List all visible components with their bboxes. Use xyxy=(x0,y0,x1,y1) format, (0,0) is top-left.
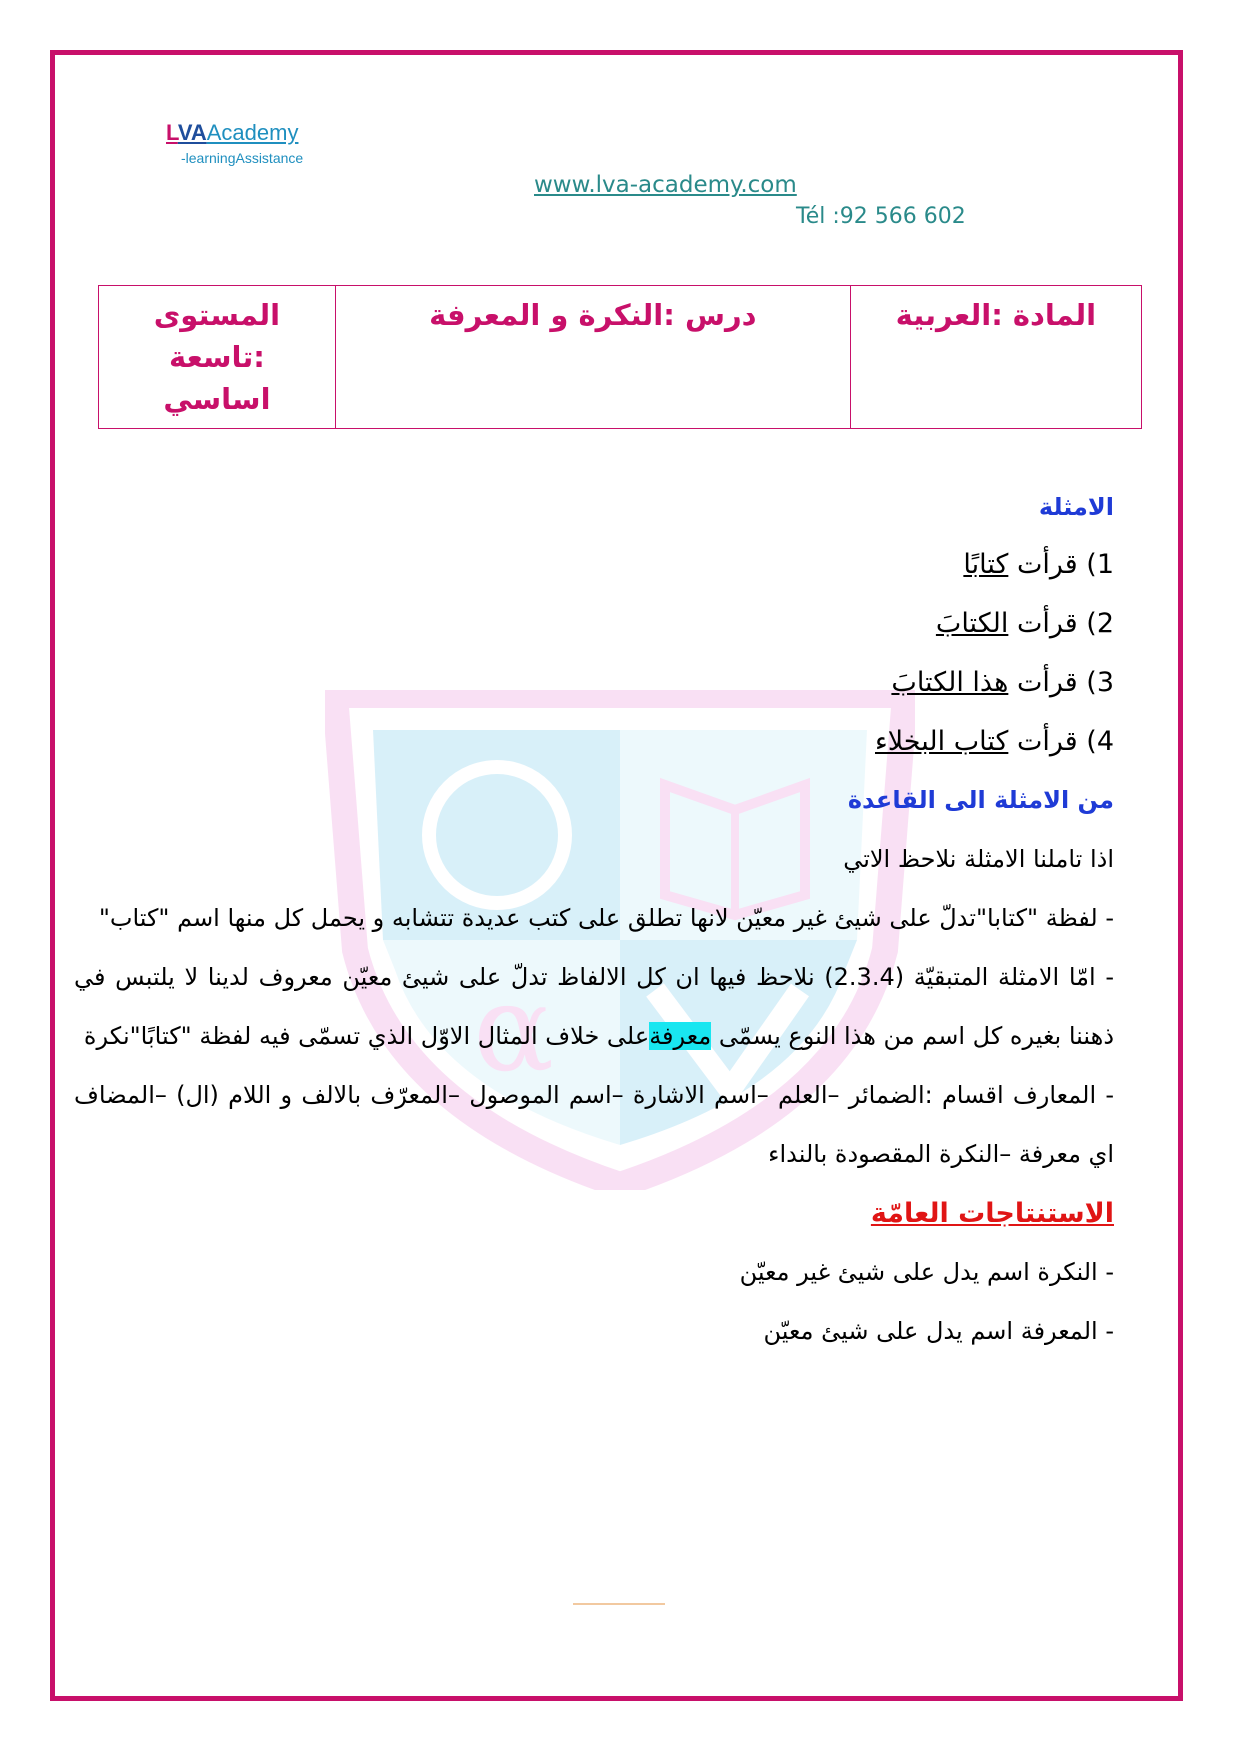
example-item xyxy=(74,653,1114,712)
svg-text:α: α xyxy=(473,960,555,1099)
example-verb: قرأت xyxy=(1016,608,1078,639)
rule-paragraph-2-end: على خلاف المثال الاوّل الذي تسمّى فيه لفظة "كتابًا"نكرة xyxy=(83,1022,650,1050)
example-number: 2) xyxy=(1086,608,1114,639)
example-item xyxy=(74,535,1114,594)
conclusion-item: - المعرفة اسم يدل على شيئ معيّن xyxy=(763,1317,1114,1345)
brand-academy: Academy xyxy=(206,120,299,145)
rule-heading: من الامثلة الى القاعدة xyxy=(847,786,1114,814)
academy-logo xyxy=(166,120,303,166)
example-object: الكتابَ xyxy=(935,608,1009,639)
example-object: كتاب البخلاء xyxy=(875,726,1009,757)
lesson-cell: درس :النكرة و المعرفة xyxy=(335,286,850,429)
example-item xyxy=(74,712,1114,771)
example-verb: قرأت xyxy=(1016,549,1078,580)
brand-va: VA xyxy=(177,120,207,145)
example-item xyxy=(74,594,1114,653)
example-object: كتابًا xyxy=(963,549,1009,580)
example-number: 1) xyxy=(1086,549,1114,580)
brand-l: L xyxy=(166,120,178,145)
rule-paragraph-2 xyxy=(74,948,1114,1066)
rule-paragraph-1: - لفظة "كتابا"تدلّ على شيئ غير معيّن لانها تطلق على كتب عديدة تتشابه و يحمل كل منها اسم "كتاب" xyxy=(98,904,1114,932)
conclusions-heading: الاستنتاجات العامّة xyxy=(870,1198,1114,1229)
level-cell: المستوى :تاسعة اساسي xyxy=(99,286,336,429)
example-object: هذا الكتابَ xyxy=(891,667,1009,698)
conclusion-item: - النكرة اسم يدل على شيئ غير معيّن xyxy=(739,1258,1114,1286)
highlighted-term: معرفة xyxy=(649,1022,712,1050)
lesson-info-table xyxy=(98,285,1142,429)
rule-intro: اذا تاملنا الامثلة نلاحظ الاتي xyxy=(843,845,1114,873)
example-number: 4) xyxy=(1086,726,1114,757)
examples-heading: الامثلة xyxy=(1038,493,1114,521)
rule-paragraph-2-start: - امّا الامثلة المتبقيّة (2.3.4) نلاحظ فيها ان كل الالفاظ تدلّ على شيئ معيّن معروف لدينا لا يلتبس في ذهننا بغيره كل اسم من هذا النوع يسمّى xyxy=(74,963,1114,1050)
example-verb: قرأت xyxy=(1016,667,1078,698)
subject-cell: المادة :العربية xyxy=(850,286,1141,429)
phone-number: Tél :92 566 602 xyxy=(796,204,966,229)
example-verb: قرأت xyxy=(1016,726,1078,757)
example-number: 3) xyxy=(1086,667,1114,698)
brand-name xyxy=(166,120,303,146)
lesson-content xyxy=(74,478,1114,1361)
brand-tagline: -learningAssistance xyxy=(181,150,304,166)
website-link[interactable]: www.lva-academy.com xyxy=(534,172,797,198)
footer-divider xyxy=(573,1603,665,1605)
rule-paragraph-3: - المعارف اقسام :الضمائر –العلم –اسم الاشارة –اسم الموصول –المعرّف بالالف و اللام (ال) –المضاف اي معرفة –النكرة المقصودة بالنداء xyxy=(74,1081,1114,1168)
